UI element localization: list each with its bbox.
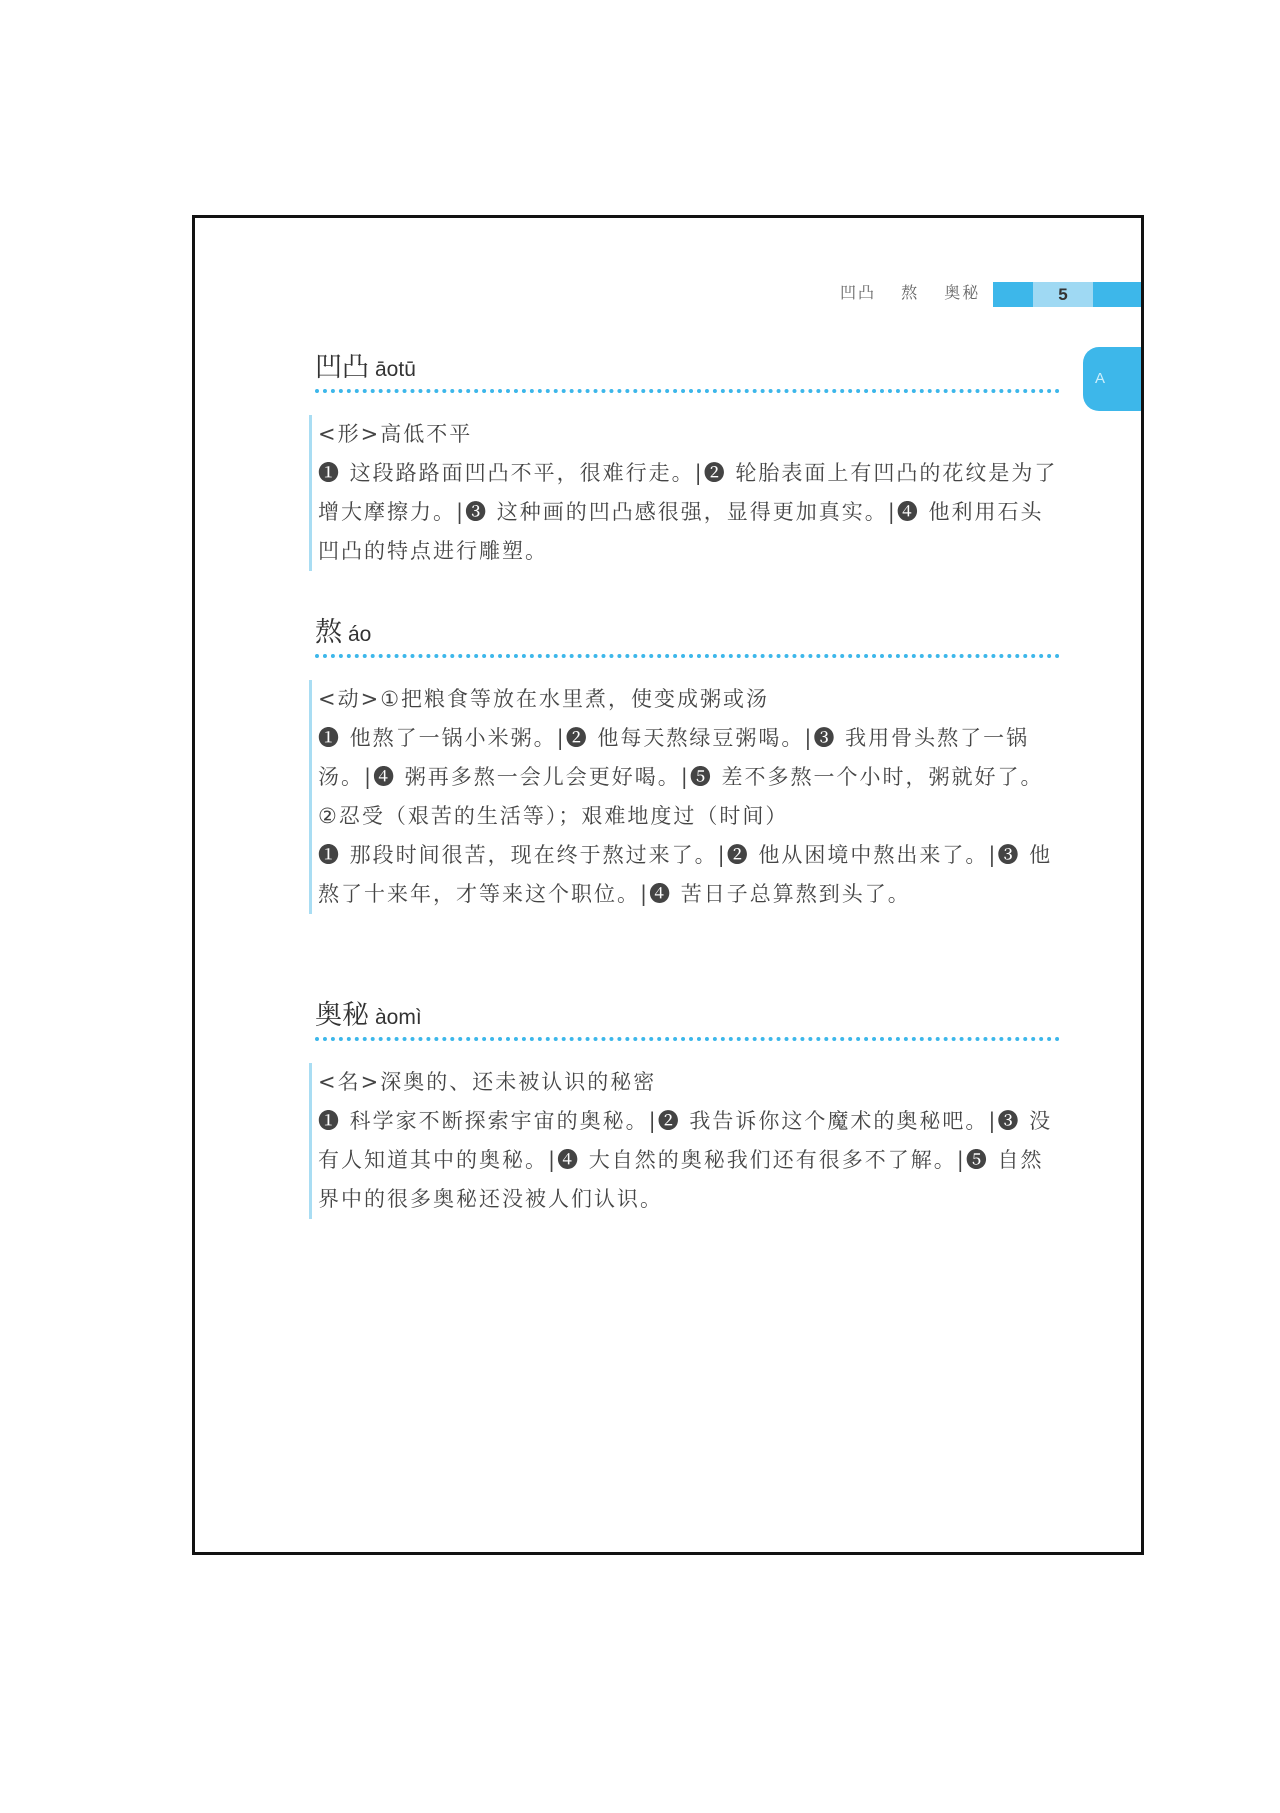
- entry-pinyin: āotū: [375, 358, 416, 381]
- entry: [315, 345, 1060, 571]
- definition: <动>①把粮食等放在水里煮，使变成粥或汤: [318, 687, 770, 711]
- header-word: 奥秘: [944, 283, 981, 302]
- dotted-divider: [315, 1037, 1060, 1041]
- dotted-divider: [315, 654, 1060, 658]
- definition: ②忍受（艰苦的生活等）；艰难地度过（时间）: [318, 804, 789, 828]
- definition: <形>高低不平: [318, 422, 473, 446]
- page-number-bar: [993, 282, 1141, 307]
- examples: ❶ 他熬了一锅小米粥。|❷ 他每天熬绿豆粥喝。|❸ 我用骨头熬了一锅汤。|❹ 粥再多熬一会儿会更好喝。|❺ 差不多熬一个小时，粥就好了。: [318, 726, 1044, 789]
- header-word: 凹凸: [840, 283, 877, 302]
- examples: ❶ 这段路路面凹凸不平，很难行走。|❷ 轮胎表面上有凹凸的花纹是为了增大摩擦力。|❸ 这种画的凹凸感很强，显得更加真实。|❹ 他利用石头凹凸的特点进行雕塑。: [318, 461, 1058, 563]
- index-tab: A: [1083, 347, 1141, 411]
- entry: [315, 610, 1060, 914]
- entry-word: 熬: [315, 617, 342, 648]
- examples: ❶ 那段时间很苦，现在终于熬过来了。|❷ 他从困境中熬出来了。|❸ 他熬了十来年，才等来这个职位。|❹ 苦日子总算熬到头了。: [318, 843, 1053, 906]
- entry: [315, 993, 1060, 1219]
- header-word: 熬: [901, 283, 920, 302]
- definition: <名>深奥的、还未被认识的秘密: [318, 1070, 657, 1094]
- running-header: [840, 280, 998, 303]
- entry-pinyin: áo: [348, 623, 372, 646]
- examples: ❶ 科学家不断探索宇宙的奥秘。|❷ 我告诉你这个魔术的奥秘吧。|❸ 没有人知道其中的奥秘。|❹ 大自然的奥秘我们还有很多不了解。|❺ 自然界中的很多奥秘还没被人们认识。: [318, 1109, 1053, 1211]
- entry-word: 奥秘: [315, 1000, 369, 1031]
- page-number: 5: [1033, 282, 1093, 307]
- dotted-divider: [315, 389, 1060, 393]
- entry-word: 凹凸: [315, 352, 369, 383]
- entry-pinyin: àomì: [375, 1006, 422, 1029]
